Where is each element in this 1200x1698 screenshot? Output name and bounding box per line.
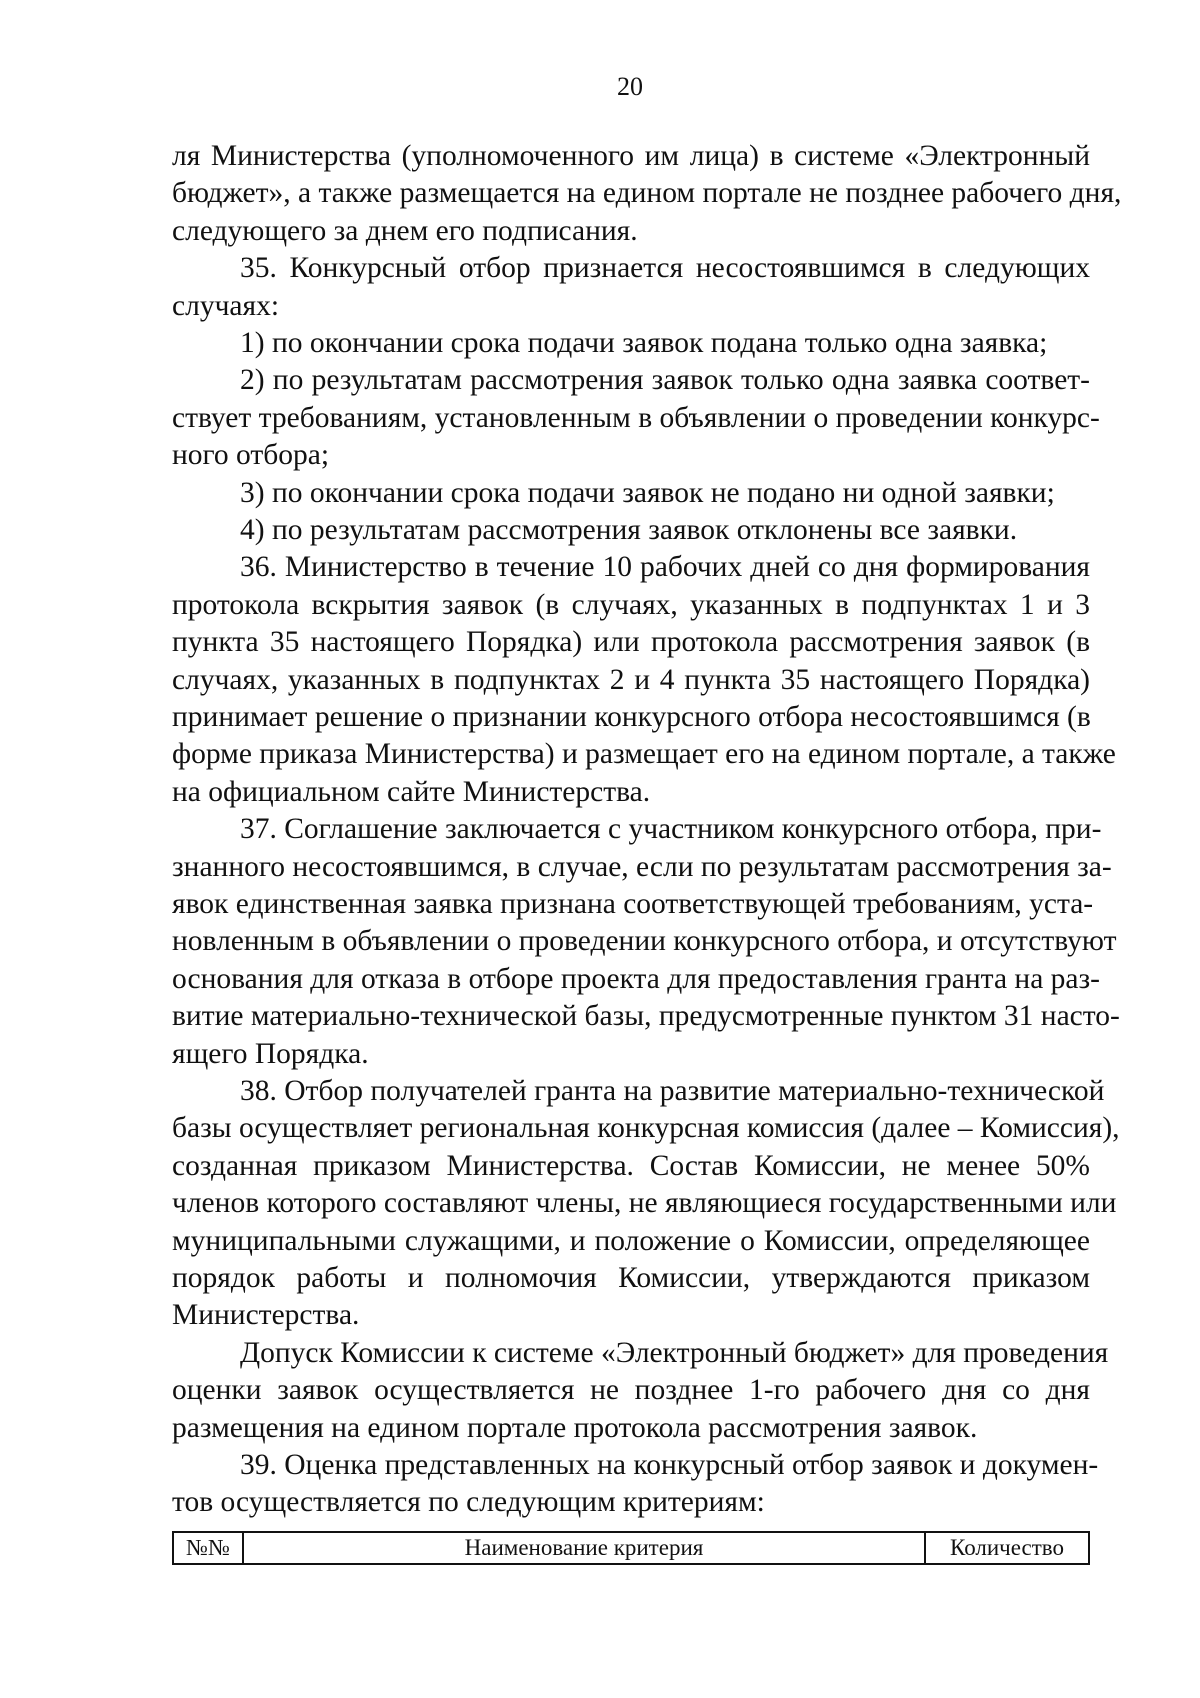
text-line: ного отбора; — [172, 439, 330, 472]
text-line: порядок работы и полномочия Комиссии, утверждаются приказом — [172, 1262, 1090, 1294]
text-line: муниципальными служащими, и положение о Комиссии, определяющее — [172, 1224, 1090, 1257]
text-line: знанного несостоявшимся, в случае, если по результатам рассмотрения за- — [172, 850, 1112, 883]
text-line: 1) по окончании срока подачи заявок подана только одна заявка; — [240, 327, 1048, 359]
criteria-table-header-number: №№ — [173, 1532, 243, 1564]
text-line: Министерства. — [172, 1299, 360, 1332]
text-line: случаях: — [172, 289, 280, 322]
text-line: протокола вскрытия заявок (в случаях, указанных в подпунктах 1 и 3 — [172, 588, 1090, 621]
criteria-table-header-quantity: Количество — [925, 1532, 1089, 1564]
criteria-table-header-row — [173, 1532, 1089, 1564]
text-line: новленным в объявлении о проведении конкурсного отбора, и отсутствуют — [172, 925, 1117, 958]
text-line: форме приказа Министерства) и размещает его на едином портале, а также — [172, 738, 1116, 771]
text-line: базы осуществляет региональная конкурсная комиссия (далее – Комиссия), — [172, 1112, 1120, 1145]
text-line: пункта 35 настоящего Порядка) или протокола рассмотрения заявок (в — [172, 626, 1090, 659]
text-line: созданная приказом Министерства. Состав Комиссии, не менее 50% — [172, 1149, 1090, 1182]
text-line: бюджет», а также размещается на едином портале не позднее рабочего дня, — [172, 177, 1122, 210]
text-line: 39. Оценка представленных на конкурсный отбор заявок и докумен- — [240, 1449, 1099, 1481]
text-line: случаях, указанных в подпунктах 2 и 4 пункта 35 настоящего Порядка) — [172, 663, 1090, 696]
text-line: 35. Конкурсный отбор признается несостоявшимся в следующих — [240, 252, 1090, 285]
text-line: ящего Порядка. — [172, 1037, 369, 1070]
text-line: витие материально-технической базы, предусмотренные пунктом 31 насто- — [172, 1000, 1120, 1033]
text-line: членов которого составляют члены, не являющиеся государственными или — [172, 1187, 1117, 1220]
text-line: явок единственная заявка признана соответствующей требованиям, уста- — [172, 888, 1094, 920]
text-line: 4) по результатам рассмотрения заявок отклонены все заявки. — [240, 514, 1018, 546]
text-line: основания для отказа в отборе проекта для предоставления гранта на раз- — [172, 962, 1100, 995]
text-line: следующего за днем его подписания. — [172, 214, 638, 247]
text-line: тов осуществляется по следующим критериям: — [172, 1486, 765, 1519]
text-line: размещения на едином портале протокола рассмотрения заявок. — [172, 1411, 978, 1444]
text-line: 38. Отбор получателей гранта на развитие материально-технической — [240, 1075, 1105, 1107]
text-line: ля Министерства (уполномоченного им лица) в системе «Электронный — [172, 140, 1090, 172]
criteria-table — [172, 1531, 1090, 1565]
text-line: 37. Соглашение заключается с участником конкурсного отбора, при- — [240, 813, 1102, 846]
text-line: ствует требованиям, установленным в объявлении о проведении конкурс- — [172, 401, 1100, 434]
text-line: Допуск Комиссии к системе «Электронный бюджет» для проведения — [240, 1336, 1109, 1369]
text-line: 36. Министерство в течение 10 рабочих дней со дня формирования — [240, 551, 1090, 584]
criteria-table-header-name: Наименование критерия — [243, 1532, 925, 1564]
text-line: принимает решение о признании конкурсного отбора несостоявшимся (в — [172, 701, 1091, 733]
text-line: 2) по результатам рассмотрения заявок только одна заявка соответ- — [240, 364, 1090, 397]
text-line: на официальном сайте Министерства. — [172, 775, 651, 808]
text-line: оценки заявок осуществляется не позднее 1-го рабочего дня со дня — [172, 1374, 1090, 1407]
page-number: 20 — [617, 72, 643, 101]
text-line: 3) по окончании срока подачи заявок не подано ни одной заявки; — [240, 476, 1055, 509]
